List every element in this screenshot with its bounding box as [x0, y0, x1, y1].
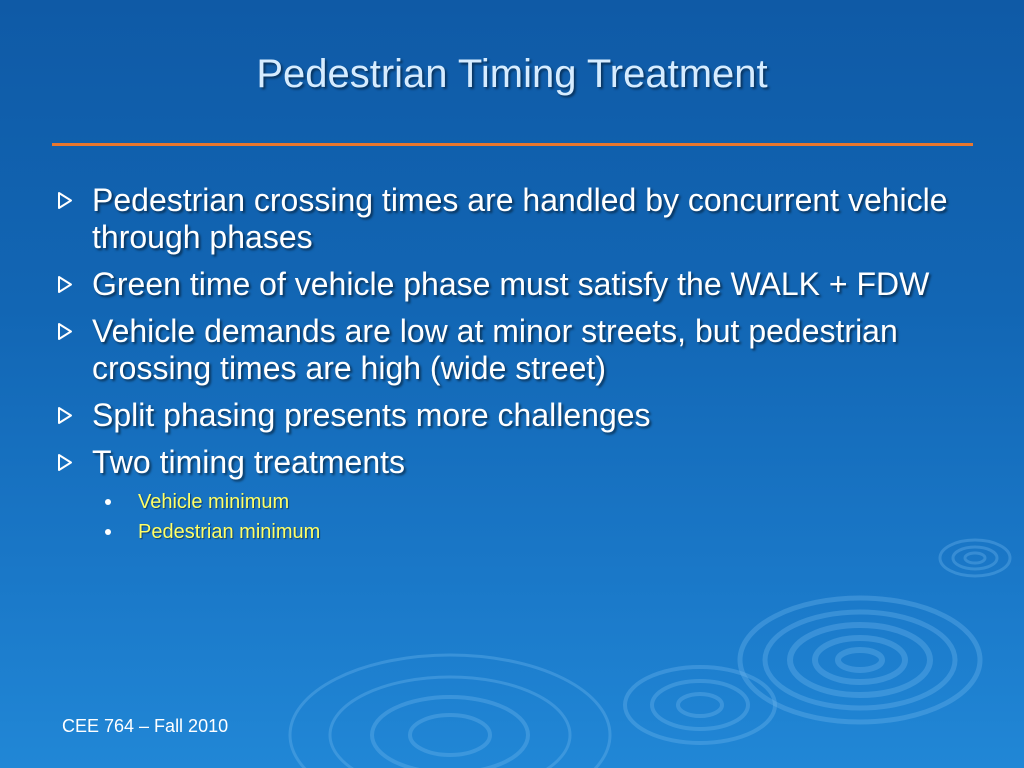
bullet-text: Split phasing presents more challenges — [92, 397, 651, 433]
sub-bullet-text: Pedestrian minimum — [138, 521, 321, 543]
round-dot-bullet-icon — [105, 529, 111, 535]
slide-body — [52, 182, 952, 547]
bullet-item — [52, 313, 952, 387]
bullet-text: Pedestrian crossing times are handled by concurrent vehicle through phases — [92, 182, 948, 255]
bullet-list — [52, 182, 952, 481]
bullet-item — [52, 397, 952, 434]
sub-bullet-item — [52, 517, 952, 547]
bullet-item — [52, 444, 952, 481]
sub-bullet-item — [52, 487, 952, 517]
bullet-text: Vehicle demands are low at minor streets, but pedestrian crossing times are high (wide street) — [92, 313, 898, 386]
slide-footer: CEE 764 – Fall 2010 — [62, 716, 229, 736]
bullet-text: Two timing treatments — [92, 444, 405, 480]
round-dot-bullet-icon — [105, 499, 111, 505]
arrowhead-bullet-icon — [56, 444, 74, 481]
arrowhead-bullet-icon — [56, 313, 74, 350]
arrowhead-bullet-icon — [56, 266, 74, 303]
arrowhead-bullet-icon — [56, 182, 74, 219]
arrowhead-bullet-icon — [56, 397, 74, 434]
bullet-text: Green time of vehicle phase must satisfy the WALK + FDW — [92, 266, 930, 302]
bullet-item — [52, 266, 952, 303]
bullet-item — [52, 182, 952, 256]
slide-title: Pedestrian Timing Treatment — [256, 52, 768, 96]
title-divider — [52, 143, 973, 146]
sub-bullet-list — [52, 487, 952, 547]
sub-bullet-text: Vehicle minimum — [138, 491, 290, 513]
